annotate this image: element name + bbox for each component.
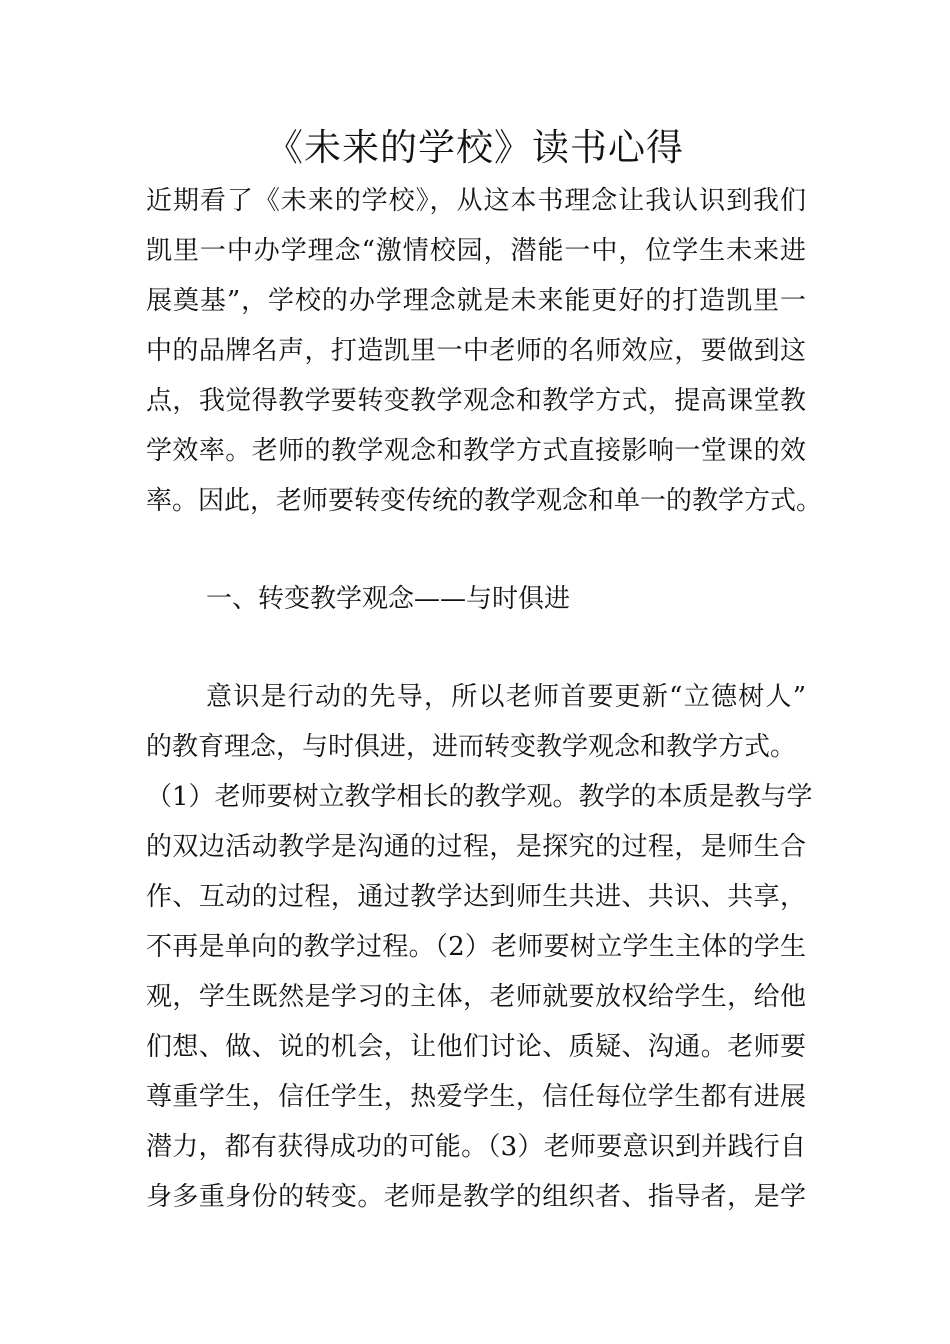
paragraph-line: （1）老师要树立教学相长的教学观。教学的本质是教与学: [146, 782, 813, 812]
paragraph-line: 率。因此，老师要转变传统的教学观念和单一的教学方式。: [146, 486, 823, 516]
paragraph-line: 观，学生既然是学习的主体，老师就要放权给学生，给他: [146, 982, 806, 1012]
paragraph-line: 的双边活动教学是沟通的过程，是探究的过程，是师生合: [146, 832, 806, 862]
section-heading: 一、转变教学观念——与时俱进: [206, 584, 571, 614]
paragraph-line: 展奠基”，学校的办学理念就是未来能更好的打造凯里一: [146, 286, 806, 316]
paragraph-line: 作、互动的过程，通过教学达到师生共进、共识、共享，: [146, 882, 806, 912]
paragraph-line: 意识是行动的先导，所以老师首要更新“立德树人”: [206, 682, 806, 712]
paragraph-line: 尊重学生，信任学生，热爱学生，信任每位学生都有进展: [146, 1082, 806, 1112]
paragraph-line: 学效率。老师的教学观念和教学方式直接影响一堂课的效: [146, 436, 806, 466]
paragraph-line: 不再是单向的教学过程。（2）老师要树立学生主体的学生: [146, 932, 806, 962]
paragraph-line: 凯里一中办学理念“激情校园，潜能一中，位学生未来进: [146, 236, 806, 266]
paragraph-line: 身多重身份的转变。老师是教学的组织者、指导者，是学: [146, 1182, 806, 1212]
paragraph-line: 中的品牌名声，打造凯里一中老师的名师效应，要做到这: [146, 336, 806, 366]
paragraph-line: 们想、做、说的机会，让他们讨论、质疑、沟通。老师要: [146, 1032, 806, 1062]
paragraph-line: 近期看了《未来的学校》，从这本书理念让我认识到我们: [146, 186, 806, 216]
document-title: 《未来的学校》读书心得: [266, 126, 684, 169]
paragraph-line: 潜力，都有获得成功的可能。（3）老师要意识到并践行自: [146, 1132, 806, 1162]
paragraph-line: 的教育理念，与时俱进，进而转变教学观念和教学方式。: [146, 732, 797, 762]
paragraph-line: 点，我觉得教学要转变教学观念和教学方式，提高课堂教: [146, 386, 806, 416]
